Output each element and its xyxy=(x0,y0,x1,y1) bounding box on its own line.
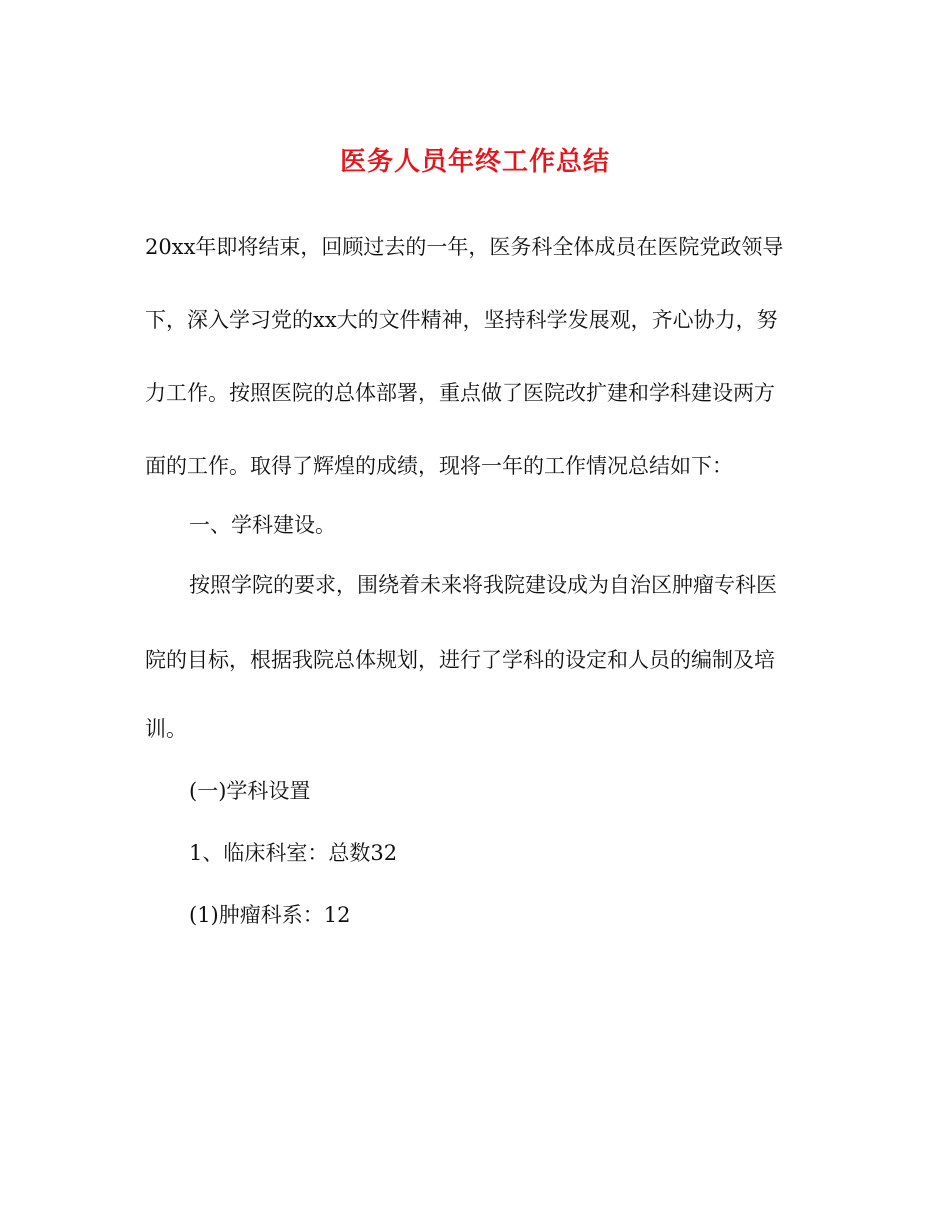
list-item-oncology: (1)肿瘤科系：12 xyxy=(189,903,351,927)
paragraph-discipline-line-2: 院的目标，根据我院总体规划，进行了学科的设定和人员的编制及培 xyxy=(145,648,775,672)
list-item-clinical-departments: 1、临床科室：总数32 xyxy=(189,841,398,865)
paragraph-discipline-line-1: 按照学院的要求，围绕着未来将我院建设成为自治区肿瘤专科医 xyxy=(189,573,777,597)
subheading-discipline-setup: (一)学科设置 xyxy=(189,779,311,803)
paragraph-discipline-line-3: 训。 xyxy=(145,717,187,741)
paragraph-intro-line-1: 20xx年即将结束，回顾过去的一年，医务科全体成员在医院党政领导 xyxy=(145,235,784,259)
paragraph-intro-line-2: 下，深入学习党的xx大的文件精神，坚持科学发展观，齐心协力，努 xyxy=(145,308,778,332)
paragraph-intro-line-4: 面的工作。取得了辉煌的成绩，现将一年的工作情况总结如下： xyxy=(145,454,733,478)
document-title: 医务人员年终工作总结 xyxy=(339,147,610,177)
section-heading-discipline: 一、学科建设。 xyxy=(189,513,336,537)
paragraph-intro-line-3: 力工作。按照医院的总体部署，重点做了医院改扩建和学科建设两方 xyxy=(145,381,775,405)
